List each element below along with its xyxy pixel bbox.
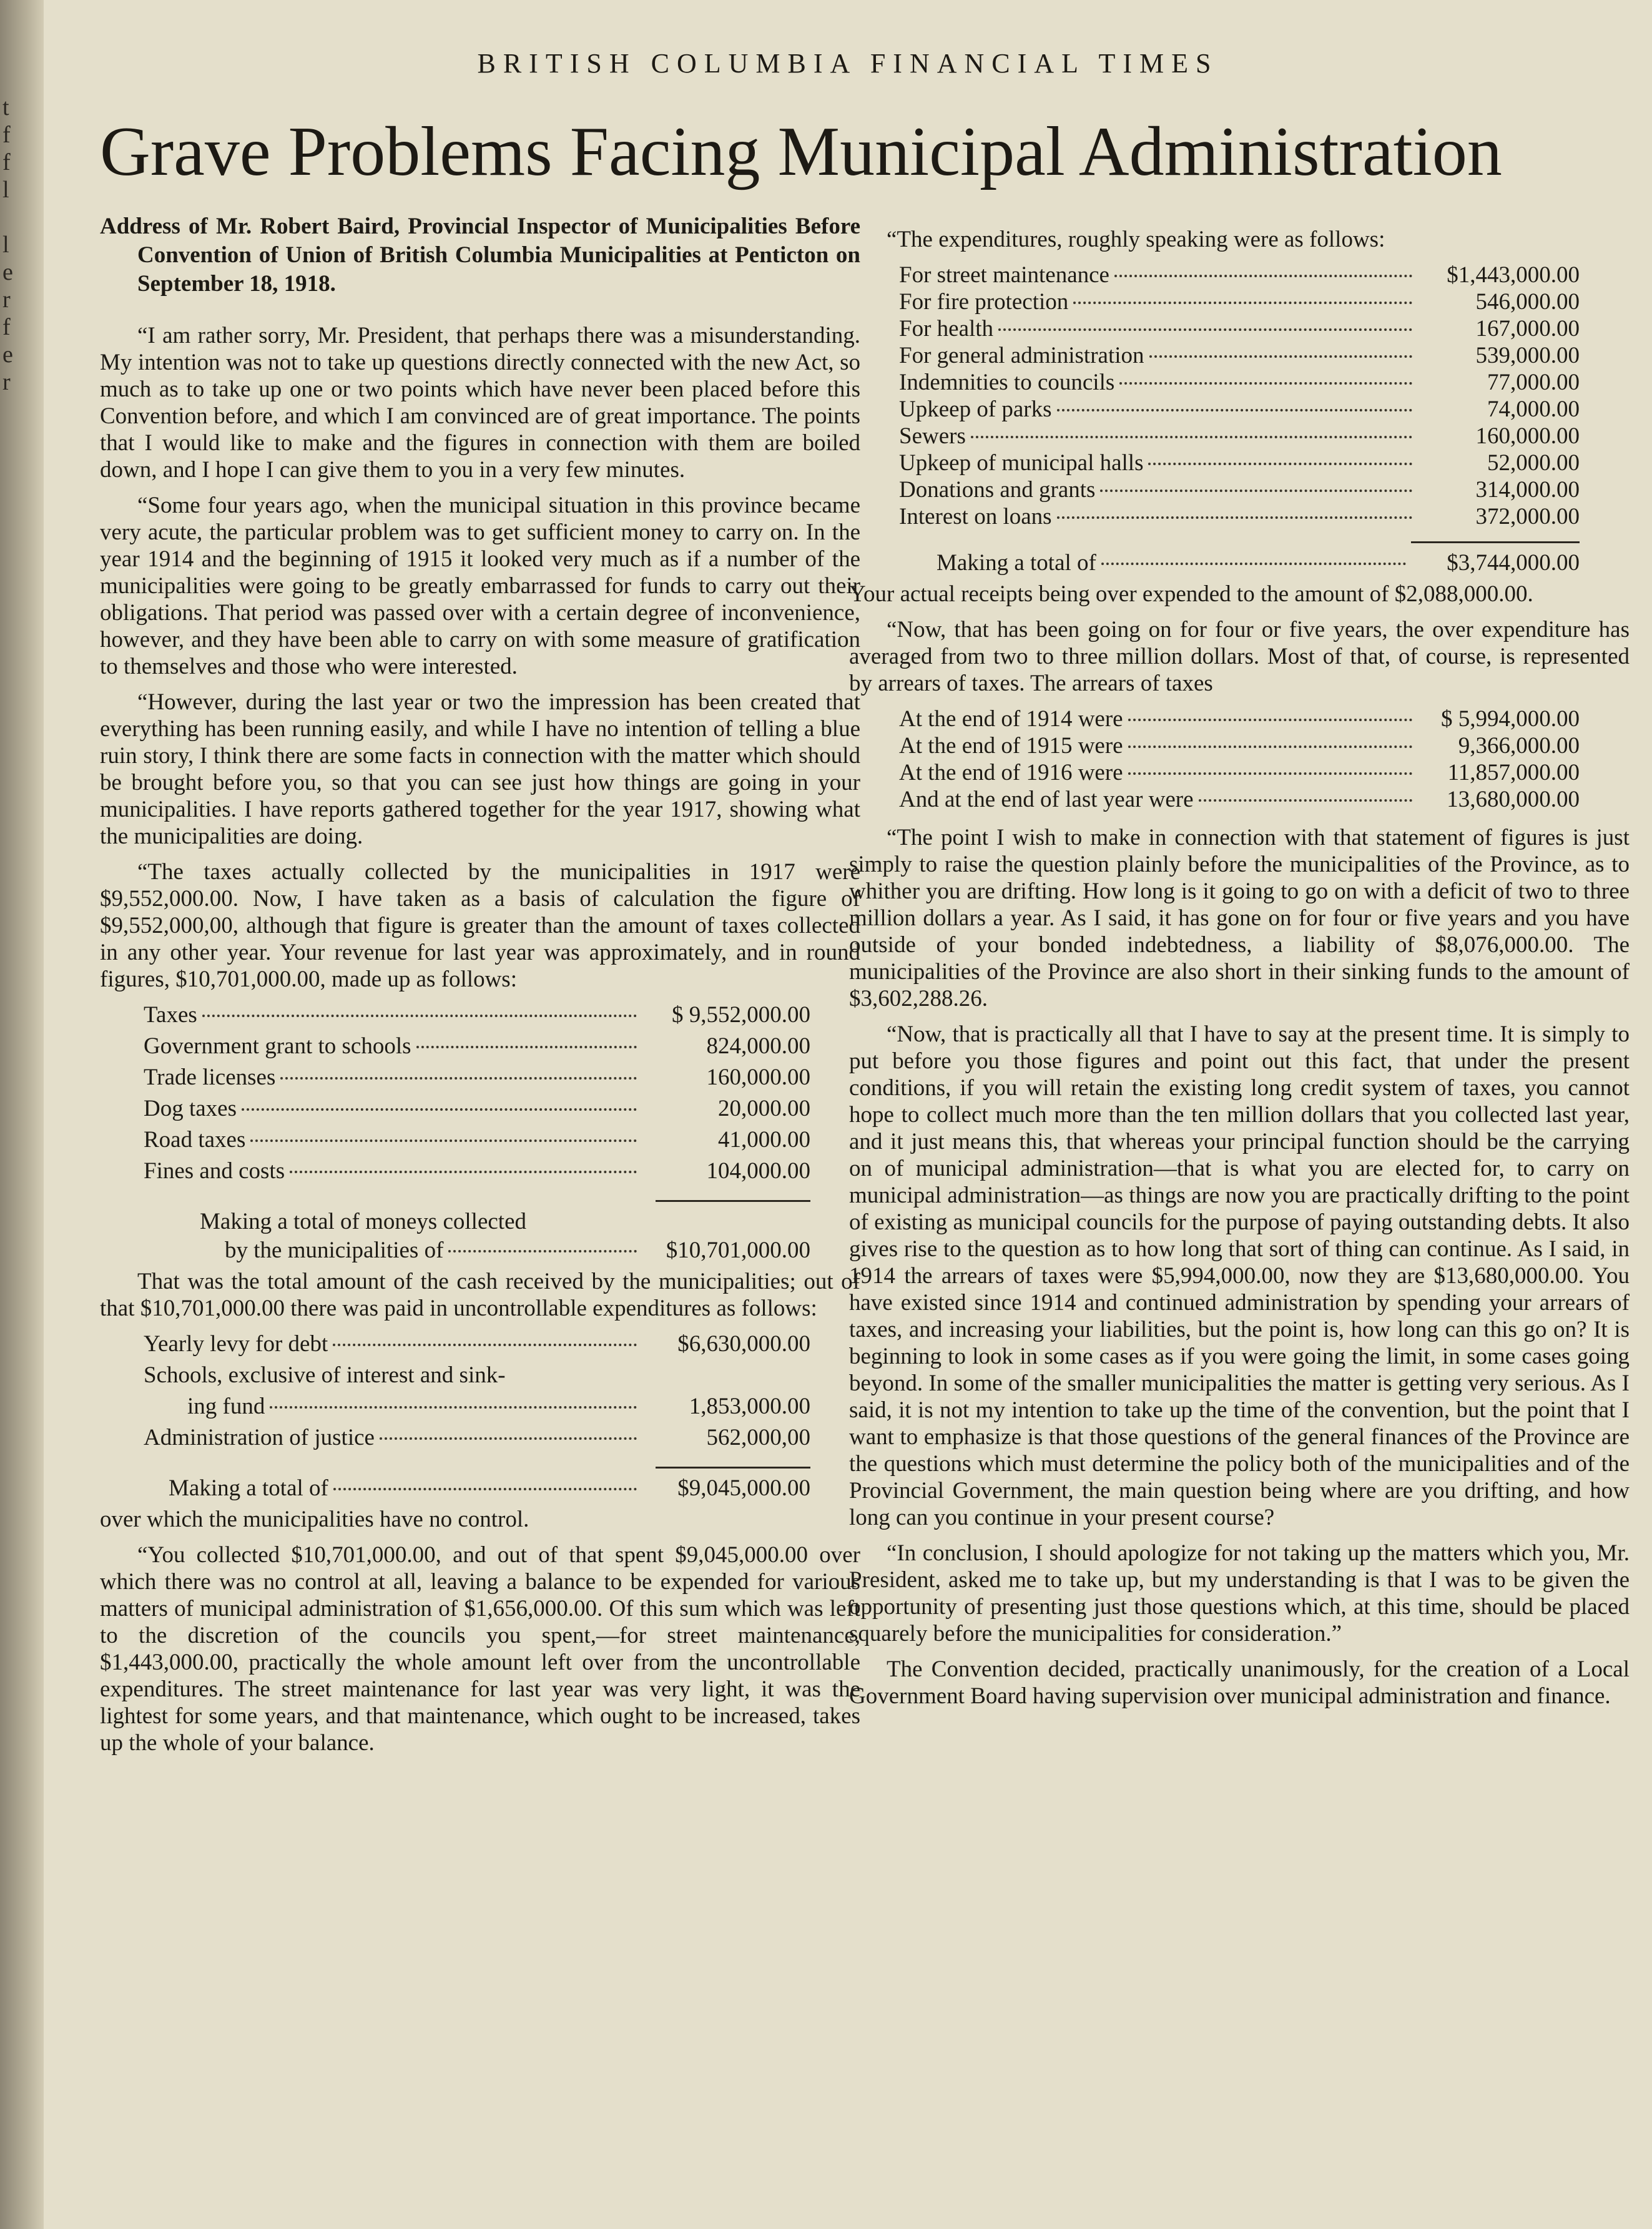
item-amount: 314,000.00 (1475, 477, 1580, 503)
item-label: Donations and grants (899, 477, 1096, 503)
gutter-char: t (2, 94, 9, 121)
paragraph: “The point I wish to make in connection with that statement of figures is just simply to raise the question plainly before the municipalities of the Province, as to whither you are drifting. How long is it going to go on with a deficit of two to three million dollars a year. As I said, it has gone on for four or five years and you have outside of your bonded indebtedness, a liability of $8,076,000.00. The municipalities of the Province are also short in their sinking funds to the amount of $3,602,288.26. (849, 825, 1630, 1011)
item-label: Road taxes (144, 1127, 246, 1153)
item-label: For fire protection (899, 289, 1069, 315)
leader-dots (250, 1139, 637, 1142)
leader-dots (1199, 799, 1412, 802)
paragraph: over which the municipalities have no control. (100, 1507, 529, 1532)
total-row (937, 549, 1580, 581)
revenue-row (144, 1033, 810, 1064)
sum-rule (656, 1200, 810, 1202)
item-label: For street maintenance (899, 262, 1109, 288)
paragraph: “I am rather sorry, Mr. President, that perhaps there was a misunderstanding. My intention was not to take up questions directly connected with the new Act, so much as to take up one or two points which have never been placed before this Convention before, and which I am convinced are of great importance. The points that I would like to make and the figures in connection with them are boiled down, and I hope I can give them to you in a very few minutes. (100, 323, 860, 483)
sum-rule (1411, 541, 1580, 543)
item-label: Trade licenses (144, 1065, 276, 1090)
expenditure-row (899, 342, 1580, 369)
leader-dots (1119, 382, 1412, 385)
paragraph: “Now, that has been going on for four or five years, the over expenditure has averaged from two to three million dollars. Most of that, of course, is represented by arrears of taxes. The arrears of taxes (849, 617, 1630, 696)
item-amount: 1,853,000.00 (689, 1394, 810, 1419)
arrears-row (899, 732, 1580, 759)
gutter-char: l (2, 177, 9, 203)
leader-dots (1149, 355, 1412, 358)
item-amount: 11,857,000.00 (1447, 760, 1580, 785)
item-label: At the end of 1914 were (899, 706, 1123, 732)
item-amount: 77,000.00 (1487, 370, 1580, 395)
expenditure-row (899, 262, 1580, 288)
item-label: At the end of 1916 were (899, 760, 1123, 785)
leader-dots (1100, 490, 1412, 492)
item-amount: 160,000.00 (1475, 423, 1580, 449)
revenue-total (100, 1208, 860, 1268)
item-amount: $1,443,000.00 (1447, 262, 1580, 288)
paragraph: “Now, that is practically all that I have to say at the present time. It is simply to put before you those figures and point out this fact, that under the present conditions, if you will retain the existing long credit system of taxes, you cannot hope to collect much more than the ten million dollars that you collected last year, and it just means this, that whereas your principal function should be the carrying on of municipal administration—that is what you are elected for, to carry on municipal administration—as things are now you are practically drifting to the point of existing as municipal councils for the purpose of paying outstanding debts. It also gives rise to the question as to how long that sort of thing can continue. As I said, in 1914 the arrears of taxes were $5,994,000.00, now they are $13,680,000.00. You have existed since 1914 and continued administration by spending your arrears of taxes, and increasing your liabilities, but the point is, how long can this go on? It is beginning to look in some cases as if you were going the limit, in some cases going beyond. In some of the smaller municipalities the matter is getting very serious. As I said, it is not my intention to take up the time of the convention, but the point that I want to emphasize is that those questions of the general finances of the Province are the questions which must determine the policy both of the municipalities and of the Provincial Government, the main question being where are you drifting, and how long can you continue in your present course? (849, 1021, 1630, 1530)
expenditure-row (144, 1331, 810, 1362)
arrears-table (849, 706, 1630, 813)
leader-dots (290, 1171, 637, 1173)
item-label: For general administration (899, 343, 1144, 368)
arrears-row (899, 706, 1580, 732)
gutter-char: f (2, 149, 11, 175)
leader-dots (1128, 772, 1412, 775)
revenue-row (144, 1158, 810, 1189)
total-label: Making a total of (937, 550, 1096, 576)
revenue-row (144, 1064, 810, 1095)
paragraph: “Some four years ago, when the municipal situation in this province became very acute, the particular problem was to get sufficient money to carry on. In the year 1914 and the beginning of 1915 it looked very much as if a number of the municipalities were going to be greatly embarrassed for funds to carry out their obligations. That period was passed over with a certain degree of inconvenience, however, and they have been able to carry on with some measure of gratification to themselves and those who were interested. (100, 493, 860, 679)
item-amount: 52,000.00 (1487, 450, 1580, 476)
leader-dots (416, 1046, 637, 1048)
running-head: BRITISH COLUMBIA FINANCIAL TIMES (477, 48, 1219, 79)
item-label: Interest on loans (899, 504, 1052, 529)
item-amount: 372,000.00 (1475, 504, 1580, 529)
expenditure-row (144, 1424, 810, 1455)
expenditure-row (144, 1393, 810, 1424)
item-label: Government grant to schools (144, 1033, 411, 1059)
expenditure-row (144, 1362, 810, 1393)
sum-rule (656, 1467, 810, 1469)
revenue-row (144, 1095, 810, 1126)
total-amount: $9,045,000.00 (677, 1475, 810, 1501)
revenue-row (144, 1126, 810, 1158)
expenditure-row (899, 369, 1580, 396)
leader-dots (380, 1437, 637, 1440)
item-amount: 13,680,000.00 (1447, 787, 1580, 812)
total-row (200, 1237, 810, 1268)
gutter-char: l (2, 232, 9, 258)
paragraph: “The taxes actually collected by the municipalities in 1917 were $9,552,000.00. Now, I have taken as a basis of calculation the figure of $9,552,000,00, although that figure is greater than the amount of taxes collected in any other year. Your revenue for last year was approximately, and in round figures, $10,701,000.00, made up as follows: (100, 859, 860, 992)
expenditure-row (899, 288, 1580, 315)
leader-dots (1128, 745, 1412, 748)
magazine-page (44, 0, 1652, 2229)
uncontrollable-total (100, 1475, 860, 1506)
item-amount: 562,000,00 (706, 1425, 810, 1450)
item-label: Upkeep of parks (899, 396, 1052, 422)
item-label: And at the end of last year were (899, 787, 1194, 812)
gutter-char: e (2, 342, 13, 368)
leader-dots (1128, 719, 1412, 721)
item-label: For health (899, 316, 994, 342)
gutter-char: r (2, 287, 11, 313)
gutter-char (2, 204, 27, 231)
arrears-row (899, 759, 1580, 786)
gutter-char: e (2, 259, 13, 285)
paragraph: The Convention decided, practically unanimously, for the creation of a Local Government Board having supervision over municipal administration and finance. (849, 1656, 1630, 1709)
item-amount: 546,000.00 (1475, 289, 1580, 315)
item-label: Indemnities to councils (899, 370, 1115, 395)
item-label: Dog taxes (144, 1096, 237, 1121)
item-amount: 74,000.00 (1487, 396, 1580, 422)
item-label: Upkeep of municipal halls (899, 450, 1144, 476)
expenditure-row (899, 503, 1580, 530)
expenditures-table (849, 262, 1630, 530)
paragraph: That was the total amount of the cash received by the municipalities; out of that $10,701,000.00 there was paid in uncontrollable expenditures as follows: (100, 1269, 860, 1321)
expenditure-row (899, 476, 1580, 503)
leader-dots (1148, 463, 1412, 465)
leader-dots (1057, 409, 1412, 411)
leader-dots (280, 1077, 637, 1080)
expenditure-row (899, 450, 1580, 476)
leader-dots (1073, 302, 1412, 304)
expenditure-row (899, 396, 1580, 423)
revenue-table (100, 1001, 860, 1189)
gutter-char: f (2, 122, 11, 148)
binding-gutter (0, 0, 44, 2229)
item-amount: 20,000.00 (718, 1096, 810, 1121)
total-label-line1: Making a total of moneys collected (200, 1209, 526, 1234)
item-label: ing fund (187, 1394, 265, 1419)
leader-dots (242, 1108, 637, 1111)
item-label: Taxes (144, 1002, 197, 1028)
leader-dots (270, 1406, 637, 1409)
expenditure-row (899, 423, 1580, 450)
total-row (169, 1475, 810, 1506)
gutter-char: f (2, 314, 11, 340)
right-column (849, 226, 1630, 1718)
expenditure-row (899, 315, 1580, 342)
leader-dots (333, 1344, 637, 1346)
leader-dots (1114, 275, 1412, 277)
item-amount: 41,000.00 (718, 1127, 810, 1153)
leader-dots (971, 436, 1412, 438)
item-amount: 167,000.00 (1475, 316, 1580, 342)
paragraph: Your actual receipts being over expended to the amount of $2,088,000.00. (849, 581, 1533, 607)
item-amount: $ 9,552,000.00 (672, 1002, 810, 1028)
item-label: Fines and costs (144, 1158, 285, 1184)
total-amount: $3,744,000.00 (1447, 550, 1580, 576)
left-column (100, 212, 860, 1765)
article-headline: Grave Problems Facing Municipal Administration (100, 113, 1502, 190)
total-label-line2: by the municipalities of (225, 1238, 444, 1263)
item-amount: $ 5,994,000.00 (1441, 706, 1580, 732)
article-intro: Address of Mr. Robert Baird, Provincial Inspector of Municipalities Before Convention of Union of British Columbia Municipalities at Penticton on September 18, 1918. (100, 214, 860, 297)
gutter-char: r (2, 369, 11, 395)
leader-dots (202, 1015, 637, 1017)
paragraph: “However, during the last year or two the impression has been created that everything has been running easily, and while I have no intention of telling a blue ruin story, I think there are some facts in connection with the matter which should be brought before you, so that you can see just how things are going in your municipalities. I have reports gathered together for the year 1917, showing what the municipalities are doing. (100, 689, 860, 849)
item-amount: 9,366,000.00 (1458, 733, 1580, 759)
paragraph: “The expenditures, roughly speaking were as follows: (887, 227, 1385, 252)
item-label: At the end of 1915 were (899, 733, 1123, 759)
paragraph: “You collected $10,701,000.00, and out of that spent $9,045,000.00 over which there was no control at all, leaving a balance to be expended for various matters of municipal administration of $1,656,000.00. Of this sum which was left to the discretion of the councils you spent,—for street maintenance, $1,443,000.00, practically the whole amount left over from the uncontrollable expenditures. The street maintenance for last year was very light, it was the lightest for some years, and that maintenance, which ought to be increased, takes up the whole of your balance. (100, 1542, 860, 1756)
leader-dots (1057, 516, 1412, 519)
item-amount: 160,000.00 (706, 1065, 810, 1090)
uncontrollable-table (100, 1331, 860, 1455)
item-label: Administration of justice (144, 1425, 375, 1450)
item-label: Sewers (899, 423, 966, 449)
item-label: Yearly levy for debt (144, 1331, 328, 1357)
paragraph: “In conclusion, I should apologize for not taking up the matters which you, Mr. President, asked me to take up, but my understanding is that I was to be given the opportunity of presenting just those questions which, at this time, should be placed squarely before the municipalities for consideration.” (849, 1540, 1630, 1646)
item-amount: 539,000.00 (1475, 343, 1580, 368)
item-amount: 104,000.00 (706, 1158, 810, 1184)
adjacent-page-fragment (2, 94, 27, 396)
revenue-row (144, 1001, 810, 1033)
expenditures-total (849, 549, 1630, 581)
total-label: Making a total of (169, 1475, 328, 1501)
total-amount: $10,701,000.00 (666, 1238, 810, 1263)
leader-dots (998, 328, 1412, 331)
item-amount: $6,630,000.00 (677, 1331, 810, 1357)
item-amount: 824,000.00 (706, 1033, 810, 1059)
item-label: Schools, exclusive of interest and sink- (144, 1362, 506, 1388)
arrears-row (899, 786, 1580, 813)
